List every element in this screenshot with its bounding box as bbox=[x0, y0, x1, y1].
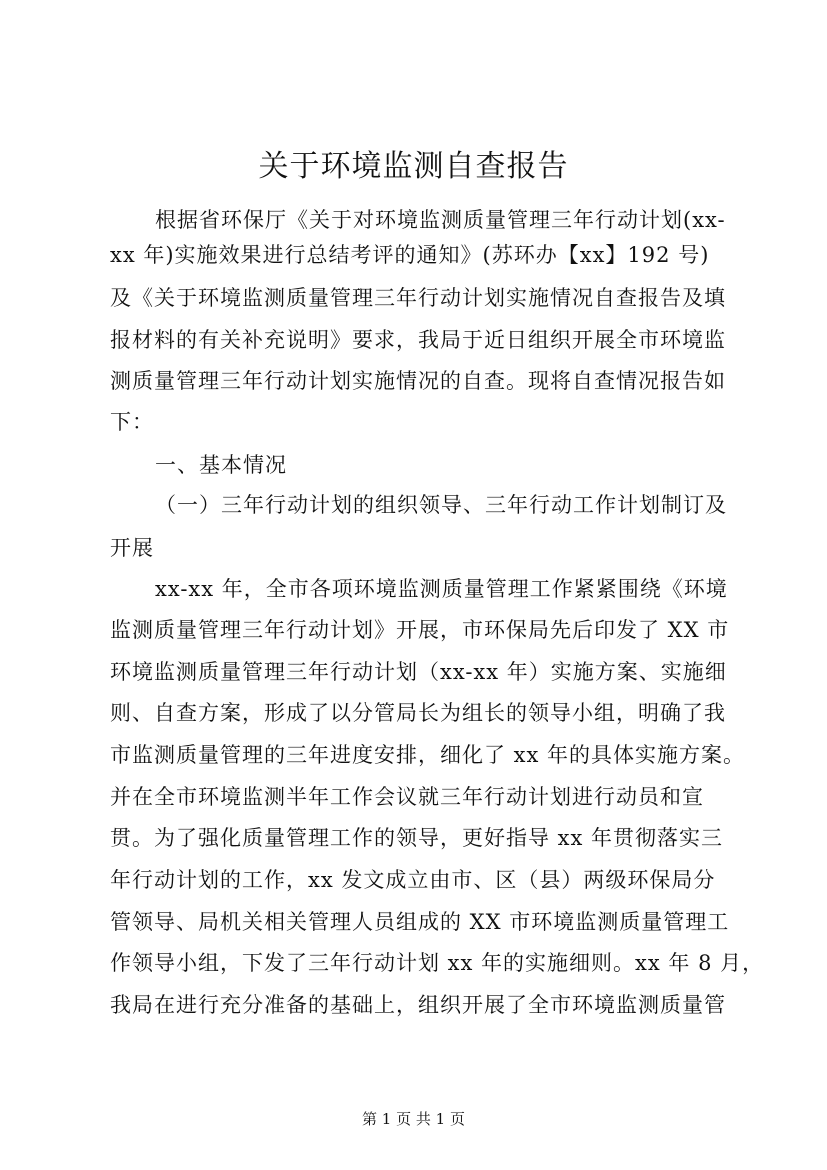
subsection-heading: （一）三年行动计划的组织领导、三年行动工作计划制订及 bbox=[155, 493, 727, 517]
body-line: 报材料的有关补充说明》要求，我局于近日组织开展全市环境监 bbox=[110, 328, 726, 352]
body-line: 贯。为了强化质量管理工作的领导，更好指导 xx 年贯彻落实三 bbox=[110, 826, 724, 850]
body-line: 下： bbox=[110, 410, 154, 434]
body-line: xx-xx 年，全市各项环境监测质量管理工作紧紧围绕《环境 bbox=[155, 577, 728, 601]
body-line: xx 年)实施效果进行总结考评的通知》(苏环办【xx】192 号) bbox=[110, 243, 710, 267]
page-number-footer: 第 1 页 共 1 页 bbox=[362, 1110, 465, 1128]
body-line: 监测质量管理三年行动计划》开展，市环保局先后印发了 XX 市 bbox=[110, 618, 730, 642]
body-line: 测质量管理三年行动计划实施情况的自查。现将自查情况报告如 bbox=[110, 369, 726, 393]
body-line: 作领导小组，下发了三年行动计划 xx 年的实施细则。xx 年 8 月， bbox=[110, 951, 765, 975]
subsection-heading-continued: 开展 bbox=[110, 536, 154, 560]
section-heading: 一、基本情况 bbox=[155, 453, 287, 477]
body-line: 及《关于环境监测质量管理三年行动计划实施情况自查报告及填 bbox=[110, 286, 726, 310]
body-line: 管领导、局机关相关管理人员组成的 XX 市环境监测质量管理工 bbox=[110, 910, 730, 934]
body-line: 我局在进行充分准备的基础上，组织开展了全市环境监测质量管 bbox=[110, 993, 726, 1017]
body-line: 市监测质量管理的三年进度安排，细化了 xx 年的具体实施方案。 bbox=[110, 743, 746, 767]
body-line: 则、自查方案，形成了以分管局长为组长的领导小组，明确了我 bbox=[110, 701, 726, 725]
document-title: 关于环境监测自查报告 bbox=[258, 149, 569, 184]
body-line: 环境监测质量管理三年行动计划（xx-xx 年）实施方案、实施细 bbox=[110, 660, 727, 684]
body-line: 根据省环保厅《关于对环境监测质量管理三年行动计划(xx- bbox=[155, 208, 726, 232]
body-line: 并在全市环境监测半年工作会议就三年行动计划进行动员和宣 bbox=[110, 785, 704, 809]
body-line: 年行动计划的工作，xx 发文成立由市、区（县）两级环保局分 bbox=[110, 868, 716, 892]
